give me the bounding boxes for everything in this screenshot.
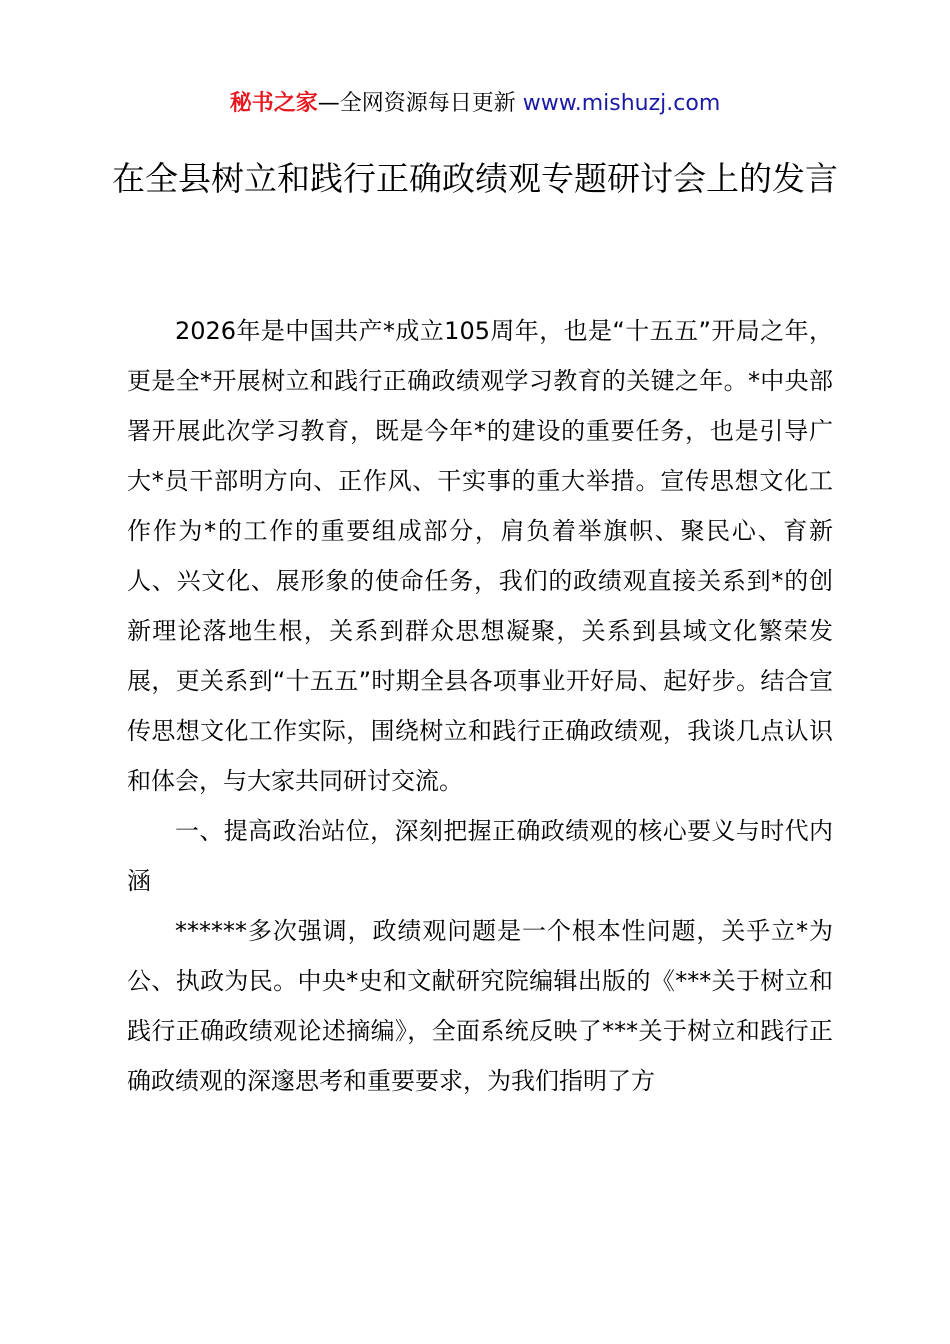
site-url-link[interactable]: www.mishuzj.com xyxy=(522,91,721,116)
document-title: 在全县树立和践行正确政绩观专题研讨会上的发言 xyxy=(112,159,838,198)
paragraph-section-1: ******多次强调，政绩观问题是一个根本性问题，关乎立*为公、执政为民。中央*史和文献研究院编辑出版的《***关于树立和践行正确政绩观论述摘编》，全面系统反映了***关于树立和践行正确政绩观的深邃思考和重要要求，为我们指明了方 xyxy=(127,917,833,1095)
section-heading-1: 一、提高政治站位，深刻把握正确政绩观的核心要义与时代内涵 xyxy=(127,817,833,895)
site-brand: 秘书之家 xyxy=(229,91,318,116)
paragraph-intro: 2026年是中国共产*成立105周年，也是“十五五”开局之年，更是全*开展树立和践行正确政绩观学习教育的关键之年。*中央部署开展此次学习教育，既是今年*的建设的重要任务，也是引导广大*员干部明方向、正作风、干实事的重大举措。宣传思想文化工作作为*的工作的重要组成部分，肩负着举旗帜、聚民心、育新人、兴文化、展形象的使命任务，我们的政绩观直接关系到*的创新理论落地生根，关系到群众思想凝聚，关系到县域文化繁荣发展，更关系到“十五五”时期全县各项事业开好局、起好步。结合宣传思想文化工作实际，围绕树立和践行正确政绩观，我谈几点认识和体会，与大家共同研讨交流。 xyxy=(127,317,833,795)
site-header xyxy=(0,88,950,120)
site-slogan: —全网资源每日更新 xyxy=(317,91,523,116)
document-body xyxy=(127,306,833,1106)
